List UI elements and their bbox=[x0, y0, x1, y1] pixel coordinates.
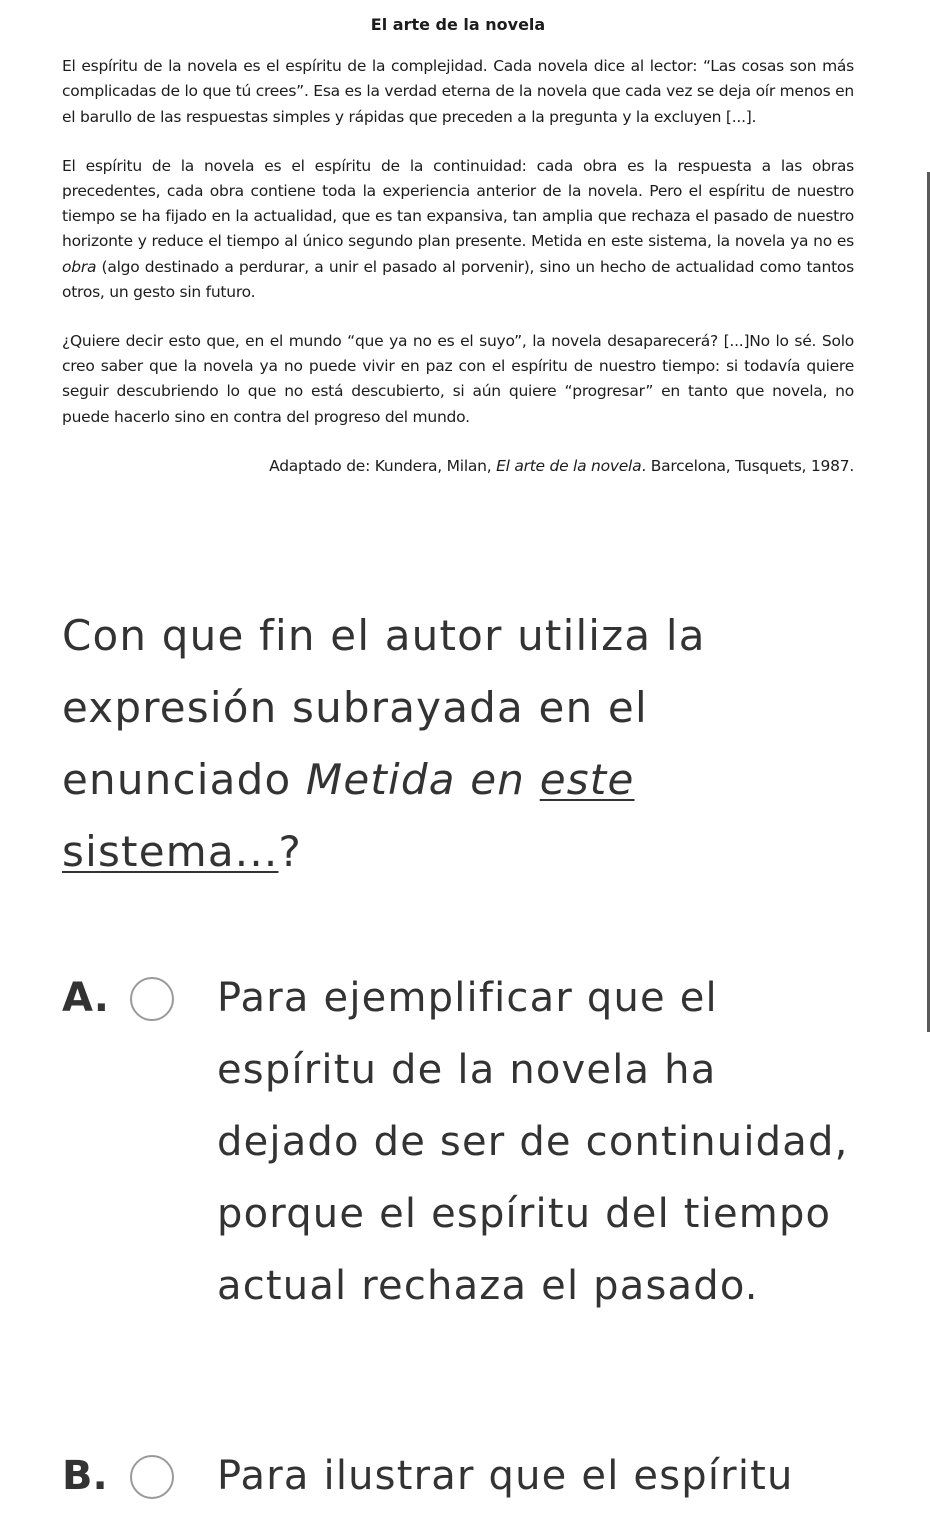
passage-paragraph-3: ¿Quiere decir esto que, en el mundo “que ya no es el suyo”, la novela desaparecerá? [...]No lo sé. Solo creo saber que la novela ya no puede vivir en paz con el espíritu de nuestro tiempo: si todavía quiere seguir descubriendo lo que no está descubierto, si aún quiere “progresar” en tanto que novela, no puede hacerlo sino en contra del progreso del mundo. bbox=[62, 332, 854, 426]
paragraph-2-text-end: (algo destinado a perdurar, a unir el pasado al porvenir), sino un hecho de actualidad como tantos otros, un gesto sin futuro. bbox=[62, 257, 854, 301]
paragraph-2-italic-word: obra bbox=[62, 257, 97, 276]
question-mark: ? bbox=[278, 827, 302, 876]
question-lead: Con que fin el autor utiliza la expresión subrayada en el enunciado bbox=[62, 611, 706, 804]
passage-paragraph-2 bbox=[62, 154, 854, 305]
passage-title: El arte de la novela bbox=[370, 15, 546, 34]
paragraph-2-text-start: El espíritu de la novela es el espíritu de la continuidad: cada obra es la respuesta a las obras precedentes, cada obra contiene toda la experiencia anterior de la novela. Pero el espíritu de nuestro tiempo se ha fijado en la actualidad, que es tan expansiva, tan amplia que rechaza el pasado de nuestro horizonte y reduce el tiempo al único segundo plan presente. Metida en este sistema, la novela ya no es bbox=[62, 156, 854, 251]
option-text: Para ilustrar que el espíritu bbox=[217, 1453, 794, 1499]
radio-button[interactable] bbox=[130, 1455, 174, 1499]
question-underlined-word: este bbox=[539, 755, 635, 804]
question-text bbox=[62, 600, 882, 888]
question-underlined-phrase: sistema... bbox=[62, 827, 279, 876]
option-text: Para ejemplificar que el espíritu de la novela ha dejado de ser de continuidad, porque el espíritu del tiempo actual rechaza el pasado. bbox=[217, 975, 849, 1309]
passage-paragraph-1: El espíritu de la novela es el espíritu de la complejidad. Cada novela dice al lector: “Las cosas son más complicadas de lo que tú crees”. Esa es la verdad eterna de la novela que cada vez se deja oír menos en el barullo de las respuestas simples y rápidas que preceden a la pregunta y la excluyen [...]. bbox=[62, 57, 854, 126]
passage-source bbox=[62, 454, 854, 479]
radio-button[interactable] bbox=[130, 977, 174, 1021]
source-book-title: El arte de la novela bbox=[496, 456, 642, 475]
option-letter: B. bbox=[62, 1453, 108, 1499]
question-italic-lead: Metida en bbox=[305, 755, 540, 804]
reading-passage bbox=[62, 12, 854, 479]
source-suffix: . Barcelona, Tusquets, 1987. bbox=[641, 456, 854, 475]
source-prefix: Adaptado de: Kundera, Milan, bbox=[269, 456, 497, 475]
option-letter: A. bbox=[62, 975, 109, 1021]
